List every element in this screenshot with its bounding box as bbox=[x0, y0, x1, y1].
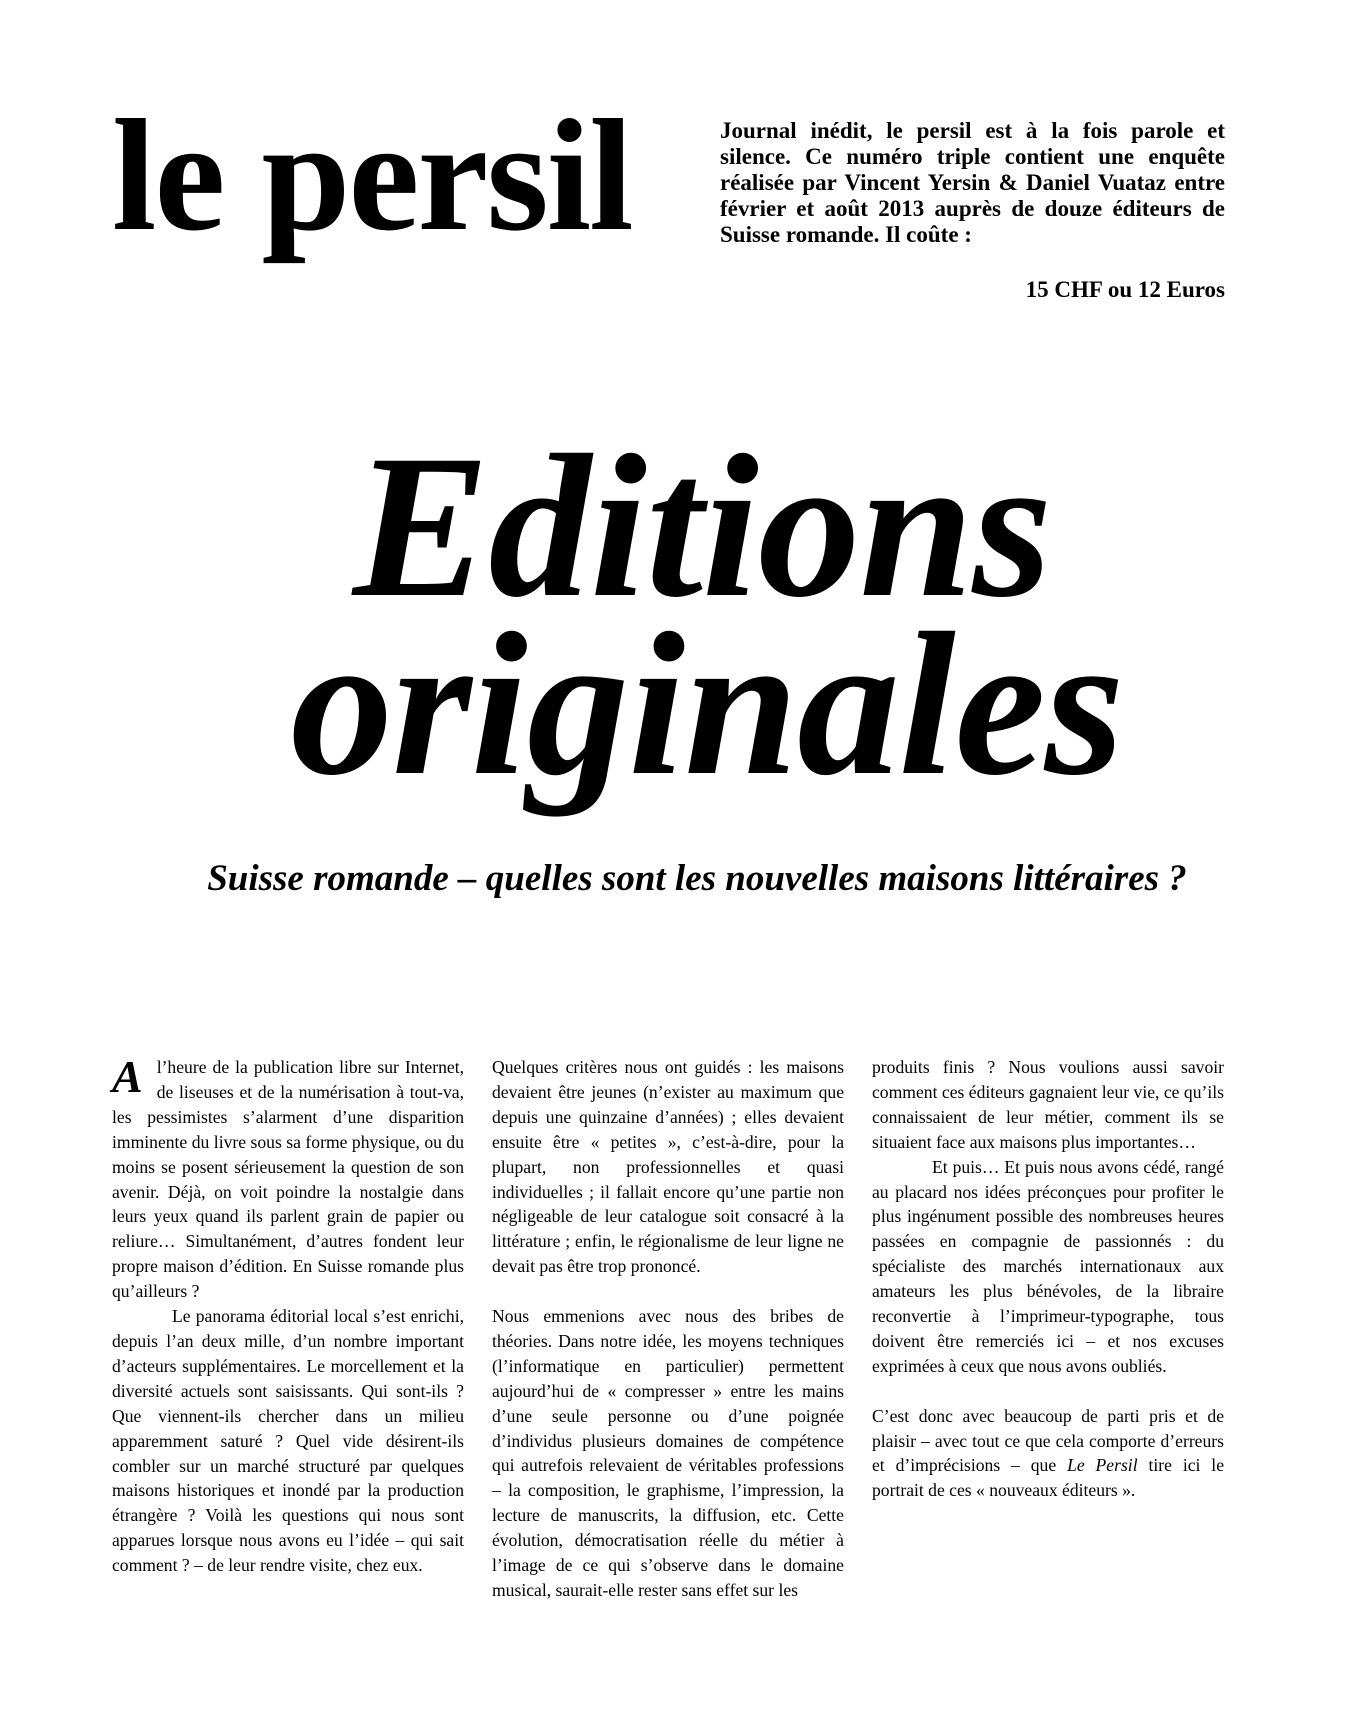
paragraph: Et puis… Et puis nous avons cédé, rangé au placard nos idées préconçues pour profiter le plus ingénument possible des nombreuses heures passées en compagnie de passionnés : du spécialiste des marchés internationaux aux amateurs les plus bénévoles, de la libraire reconvertie à l’imprimeur-typographe, tous doivent être remerciés ici – et nos excuses exprimées à ceux que nous avons oubliés. bbox=[872, 1156, 1224, 1376]
article-column-1 bbox=[112, 1051, 464, 1578]
paragraph: produits finis ? Nous voulions aussi savoir comment ces éditeurs gagnaient leur vie, ce qu’ils connaissaient de leur métier, comment ils se situaient face aux maisons plus importantes… bbox=[872, 1057, 1224, 1152]
subtitle: Suisse romande – quelles sont les nouvelles maisons littéraires ? bbox=[207, 858, 1187, 899]
price-text: 15 CHF ou 12 Euros bbox=[1025, 277, 1225, 302]
article-column-2 bbox=[492, 1055, 844, 1603]
paragraph: Le panorama éditorial local s’est enrichi, depuis l’an deux mille, d’un nombre important d’acteurs supplémentaires. Le morcellement et la diversité actuels sont saisissants. Qui sont-ils ? Que viennent-ils chercher dans un milieu apparemment saturé ? Quel vide désirent-ils combler sur un marché structuré par quelques maisons historiques et inondé par la production étrangère ? Voilà les questions qui nous sont apparues lorsque nous avons eu l’idée – qui sait comment ? – de leur rendre visite, chez eux. bbox=[112, 1306, 464, 1576]
masthead-title: le persil bbox=[112, 86, 632, 264]
drop-cap: A bbox=[112, 1051, 143, 1102]
paragraph bbox=[112, 1051, 464, 1304]
article-column-3 bbox=[872, 1055, 1224, 1503]
journal-name-italic: Le Persil bbox=[1067, 1455, 1138, 1476]
headline-line-2: originales bbox=[290, 591, 1124, 818]
paragraph-text: l’heure de la publication libre sur Internet, de liseuses et de la numérisation à tout-va, les pessimistes s’alarment d’une disparition imminente du livre sous sa forme physique, ou du moins se posent sérieusement la question de son avenir. Déjà, on voit poindre la nostalgie dans leurs yeux quand ils parlent grain de papier ou reliure… Simultanément, d’autres fondent leur propre maison d’édition. En Suisse romande plus qu’ailleurs ? bbox=[112, 1057, 464, 1302]
headline-line-1: Editions bbox=[352, 413, 1052, 640]
paragraph: Nous emmenions avec nous des bribes de théories. Dans notre idée, les moyens techniques (l’informatique en particulier) permettent aujourd’hui de « compresser » entre les mains d’une seule personne ou d’une poignée d’individus plusieurs domaines de compétence qui autrefois relevaient de véritables professions – la composition, le graphisme, l’impression, la lecture de manuscrits, la diffusion, etc. Cette évolution, démocratisation réelle du métier à l’image de ce qui s’observe dans le domaine musical, saurait-elle rester sans effet sur les bbox=[492, 1306, 844, 1601]
paragraph-text: tire ici le portrait de ces « nouveaux éditeurs ». bbox=[872, 1455, 1225, 1501]
intro-text: Journal inédit, le persil est à la fois parole et silence. Ce numéro triple contient une enquête réalisée par Vincent Yersin & Daniel Vuataz entre février et août 2013 auprès de douze éditeurs de Suisse romande. Il coûte : bbox=[720, 118, 1225, 247]
headline bbox=[0, 413, 1364, 818]
paragraph bbox=[872, 1404, 1224, 1504]
paragraph: Quelques critères nous ont guidés : les maisons devaient être jeunes (n’exister au maximum que depuis une quinzaine d’années) ; elles devaient ensuite être « petites », c’est-à-dire, pour la plupart, non professionnelles et quasi individuelles ; il fallait encore qu’une partie non négligeable de leur catalogue soit consacré à la littérature ; enfin, le régionalisme de leur ligne ne devait pas être trop prononcé. bbox=[492, 1057, 844, 1277]
paragraph-text: C’est donc avec beaucoup de parti pris et de plaisir – avec tout ce que cela comporte d’erreurs et d’imprécisions – que bbox=[872, 1405, 1224, 1476]
